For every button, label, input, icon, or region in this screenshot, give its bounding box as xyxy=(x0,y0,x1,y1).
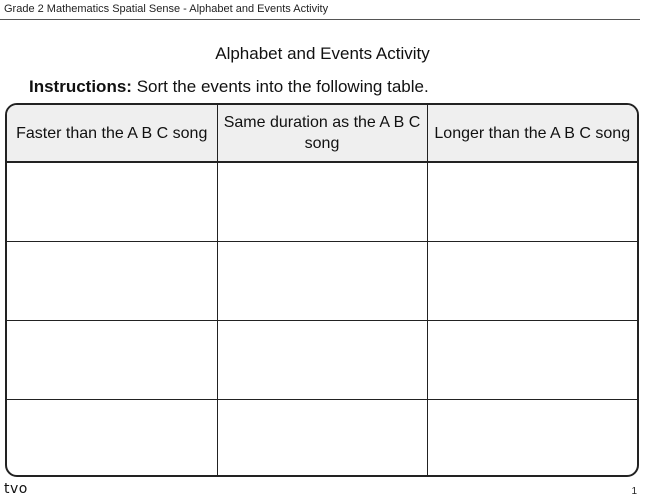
table-cell[interactable] xyxy=(217,321,427,400)
column-header-same-duration: Same duration as the A B C song xyxy=(217,105,427,162)
instructions-text: Sort the events into the following table. xyxy=(136,77,429,96)
table-cell[interactable] xyxy=(217,162,427,242)
table-cell[interactable] xyxy=(7,400,217,478)
tvo-logo: tvo xyxy=(4,481,28,497)
table-cell[interactable] xyxy=(7,162,217,242)
page-number: 1 xyxy=(631,486,637,497)
table-header-row xyxy=(7,105,637,162)
table-cell[interactable] xyxy=(217,242,427,321)
table-cell[interactable] xyxy=(217,400,427,478)
instructions-label: Instructions: xyxy=(29,77,132,96)
column-header-longer: Longer than the A B C song xyxy=(427,105,637,162)
table-cell[interactable] xyxy=(427,400,637,478)
table-row xyxy=(7,321,637,400)
table-cell[interactable] xyxy=(7,242,217,321)
table-row xyxy=(7,162,637,242)
sorting-table xyxy=(5,103,639,477)
table-cell[interactable] xyxy=(7,321,217,400)
running-header: Grade 2 Mathematics Spatial Sense - Alphabet and Events Activity xyxy=(4,3,329,15)
header-divider xyxy=(0,19,640,20)
table-cell[interactable] xyxy=(427,242,637,321)
column-header-faster: Faster than the A B C song xyxy=(7,105,217,162)
page-title: Alphabet and Events Activity xyxy=(215,44,430,63)
table-row xyxy=(7,242,637,321)
table-cell[interactable] xyxy=(427,162,637,242)
table-row xyxy=(7,400,637,478)
table-cell[interactable] xyxy=(427,321,637,400)
instructions xyxy=(29,77,429,97)
